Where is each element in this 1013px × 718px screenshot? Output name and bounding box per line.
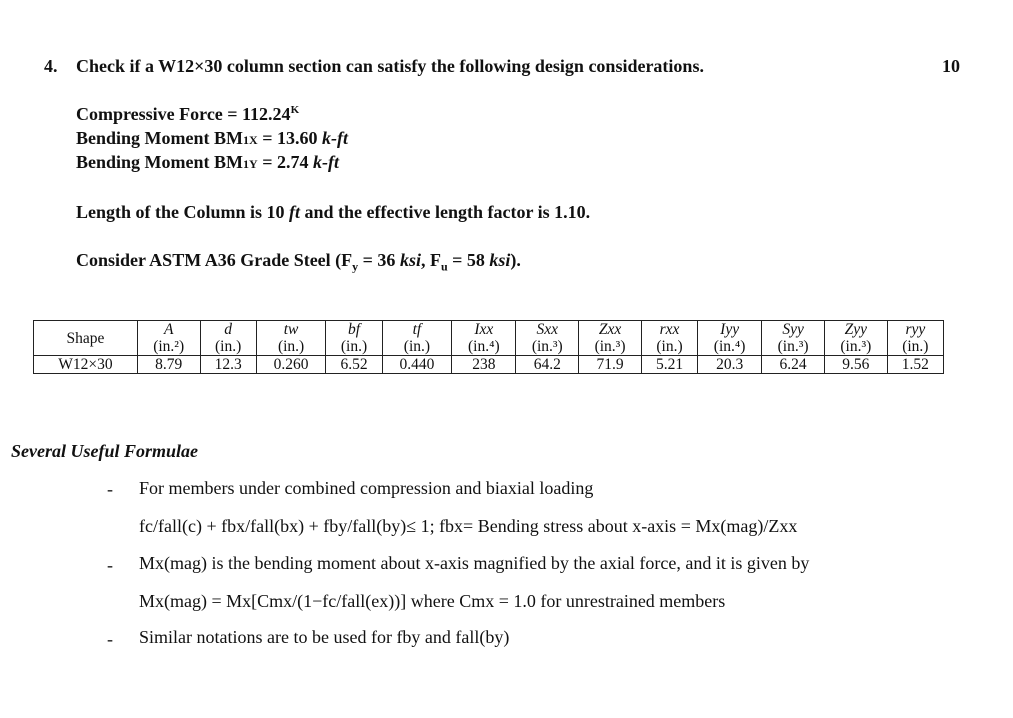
col-symbol: Zxx: [598, 321, 622, 338]
col-unit: (in.): [656, 338, 683, 355]
col-symbol: Ixx: [474, 321, 494, 338]
fy-val: = 36: [358, 250, 400, 270]
steel-grade: [76, 250, 521, 275]
question-marks: 10: [942, 56, 960, 76]
col-header: [137, 321, 200, 356]
col-header: [382, 321, 452, 356]
col-unit: (in.³): [531, 338, 563, 355]
section-properties-table: [33, 320, 944, 374]
bullet-dash: -: [107, 629, 113, 649]
value-cell: 0.440: [382, 356, 452, 374]
col-symbol: rxx: [659, 321, 680, 338]
col-unit: (in.): [215, 338, 242, 355]
formulae-title: Several Useful Formulae: [11, 441, 198, 461]
value-cell: 6.52: [326, 356, 382, 374]
col-header: [641, 321, 697, 356]
col-header: [200, 321, 256, 356]
question-text: Check if a W12×30 column section can satisfy the following design considerations.: [76, 56, 704, 76]
col-header: [452, 321, 516, 356]
fu-pre: , F: [420, 250, 441, 270]
value-cell: 1.52: [887, 356, 943, 374]
fu-unit: ksi: [489, 250, 511, 270]
col-unit: (in.³): [840, 338, 872, 355]
col-header: [887, 321, 943, 356]
col-unit: (in.): [340, 338, 368, 355]
col-symbol: Syy: [782, 321, 804, 338]
value-cell: 9.56: [824, 356, 887, 374]
col-header: [579, 321, 642, 356]
value-cell: 238: [452, 356, 516, 374]
col-symbol: Sxx: [536, 321, 559, 338]
col-symbol: Zyy: [844, 321, 868, 338]
col-symbol: bf: [347, 321, 361, 338]
bullet-dash: -: [107, 555, 113, 575]
col-header: [824, 321, 887, 356]
col-unit: (in.²): [153, 338, 185, 355]
col-header: [256, 321, 326, 356]
length-pre: Length of the Column is 10: [76, 202, 290, 222]
col-unit: (in.³): [777, 338, 809, 355]
question-number: 4.: [44, 56, 58, 76]
value-cell: 0.260: [256, 356, 326, 374]
value-cell: 12.3: [200, 356, 256, 374]
steel-pre: Consider ASTM A36 Grade Steel (F: [76, 250, 353, 270]
value-cell: 6.24: [762, 356, 825, 374]
length-post: and the effective length factor is 1.10.: [300, 202, 591, 222]
bending-moment-x: [76, 128, 348, 149]
compressive-force-text: Compressive Force = 112.24: [76, 104, 291, 124]
shape-header: Shape: [34, 321, 138, 356]
fy-sub: y: [352, 259, 359, 274]
shape-cell: W12×30: [34, 356, 138, 374]
value-cell: 5.21: [641, 356, 697, 374]
length-unit: ft: [289, 202, 301, 222]
column-length: [76, 202, 590, 223]
steel-post: ).: [510, 250, 521, 270]
col-header: [698, 321, 762, 356]
formula-bullet-1: For members under combined compression and biaxial loading: [139, 478, 594, 498]
col-unit: (in.): [902, 338, 929, 355]
bm1x-label: Bending Moment BM: [76, 128, 244, 148]
col-header: [762, 321, 825, 356]
col-unit: (in.³): [594, 338, 626, 355]
bullet-dash: -: [107, 479, 113, 499]
bending-moment-y: [76, 152, 339, 173]
col-unit: (in.): [277, 338, 305, 355]
bm1y-value: = 2.74: [257, 152, 313, 172]
formula-bullet-3: Similar notations are to be used for fby and fall(by): [139, 627, 510, 647]
formula-bullet-2: Mx(mag) is the bending moment about x-axis magnified by the axial force, and it is given by: [139, 553, 810, 573]
col-unit: (in.⁴): [713, 338, 746, 355]
col-unit: (in.⁴): [468, 338, 500, 355]
compressive-force-unit: K: [290, 104, 300, 116]
col-header: [326, 321, 382, 356]
fu-val: = 58: [447, 250, 490, 270]
col-symbol: d: [224, 321, 233, 338]
bm1x-sub: 1X: [243, 133, 258, 147]
table-header-row: [34, 321, 944, 356]
value-cell: 20.3: [698, 356, 762, 374]
formula-1: fc/fall(c) + fbx/fall(bx) + fby/fall(by)≤ 1; fbx= Bending stress about x-axis = Mx(mag)/Zxx: [139, 516, 798, 536]
value-cell: 8.79: [137, 356, 200, 374]
fu-sub: u: [440, 259, 448, 274]
formula-2: Mx(mag) = Mx[Cmx/(1−fc/fall(ex))] where Cmx = 1.0 for unrestrained members: [139, 591, 726, 611]
col-symbol: Iyy: [720, 321, 740, 338]
bm1y-unit: k-ft: [312, 152, 339, 172]
bm1y-sub: 1Y: [243, 157, 258, 171]
value-cell: 71.9: [579, 356, 642, 374]
bm1x-unit: k-ft: [321, 128, 348, 148]
table-row: [34, 356, 944, 374]
fy-unit: ksi: [399, 250, 421, 270]
col-symbol: ryy: [905, 321, 926, 338]
value-cell: 64.2: [516, 356, 579, 374]
col-symbol: tw: [283, 321, 299, 338]
col-unit: (in.): [403, 338, 431, 355]
bm1y-label: Bending Moment BM: [76, 152, 244, 172]
bm1x-value: = 13.60: [257, 128, 322, 148]
col-symbol: A: [163, 321, 174, 338]
col-symbol: tf: [412, 321, 422, 338]
col-header: [516, 321, 579, 356]
compressive-force: [76, 104, 299, 125]
